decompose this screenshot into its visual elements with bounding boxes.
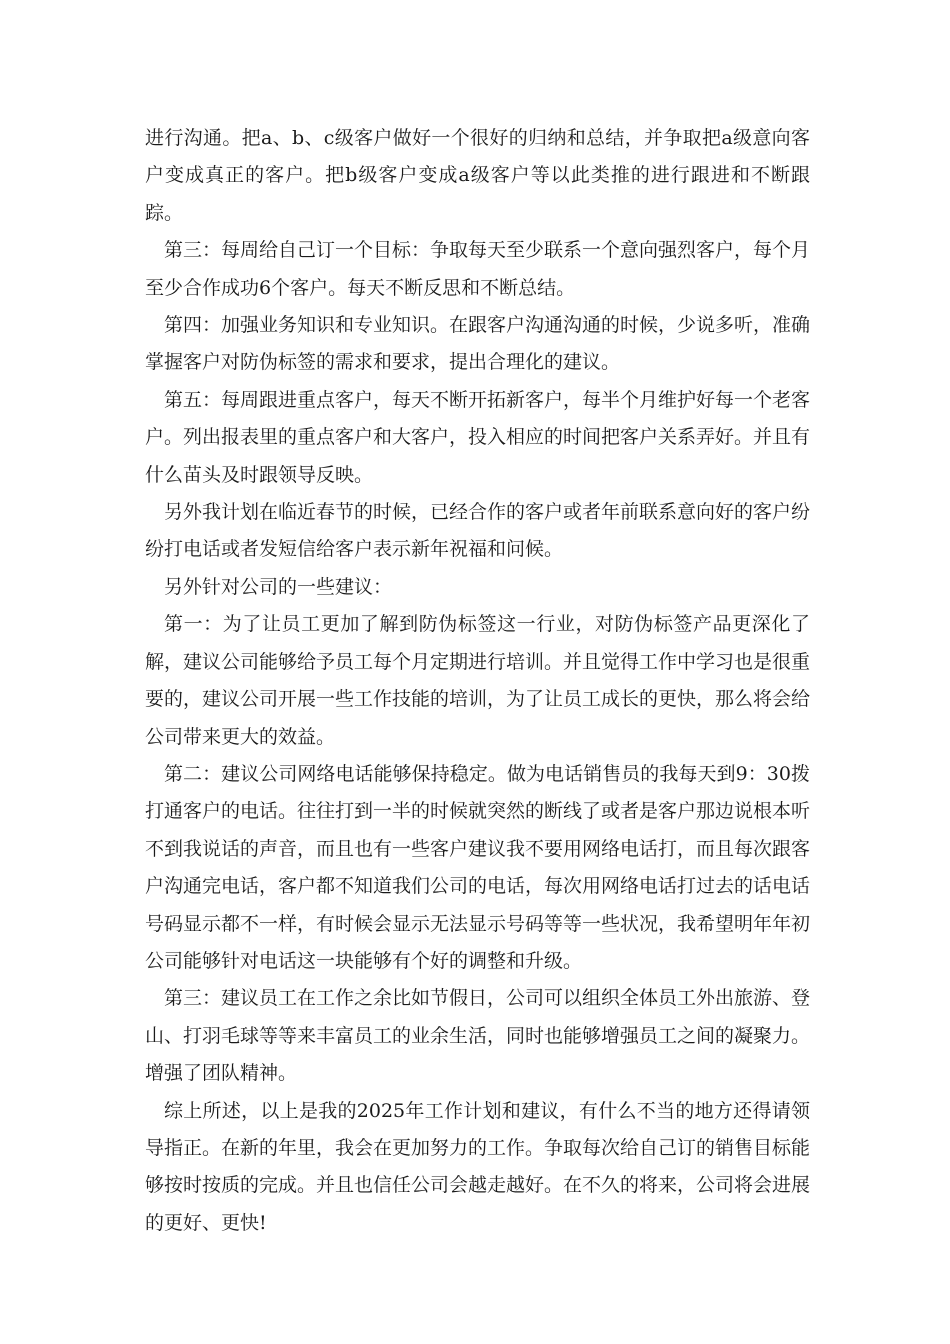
paragraph-fifth-key-clients: 第五：每周跟进重点客户，每天不断开拓新客户，每半个月维护好每一个老客户。列出报表里的重点客户和大客户，投入相应的时间把客户关系弄好。并且有什么苗头及时跟领导反映。 <box>145 388 811 486</box>
paragraph-conclusion: 综上所述，以上是我的2025年工作计划和建议，有什么不当的地方还得请领导指正。在新的年里，我会在更加努力的工作。争取每次给自己订的销售目标能够按时按质的完成。并且也信任公司会越走越好。在不久的将来，公司将会进展的更好、更快! <box>145 1099 811 1234</box>
paragraph-third-goal: 第三：每周给自己订一个目标：争取每天至少联系一个意向强烈客户，每个月至少合作成功6个客户。每天不断反思和不断总结。 <box>145 239 811 299</box>
paragraph-suggestion-activities: 第三：建议员工在工作之余比如节假日，公司可以组织全体员工外出旅游、登山、打羽毛球等等来丰富员工的业余生活，同时也能够增强员工之间的凝聚力。增强了团队精神。 <box>145 987 811 1085</box>
paragraph-suggestions-heading: 另外针对公司的一些建议： <box>164 575 393 598</box>
paragraph-spring-festival: 另外我计划在临近春节的时候，已经合作的客户或者年前联系意向好的客户纷纷打电话或者发短信给客户表示新年祝福和问候。 <box>145 501 811 561</box>
paragraph-continuation: 进行沟通。把a、b、c级客户做好一个很好的归纳和总结，并争取把a级意向客户变成真正的客户。把b级客户变成a级客户等以此类推的进行跟进和不断跟踪。 <box>145 127 810 224</box>
paragraph-fourth-knowledge: 第四：加强业务知识和专业知识。在跟客户沟通沟通的时候，少说多听，准确掌握客户对防伪标签的需求和要求，提出合理化的建议。 <box>145 314 811 374</box>
paragraph-suggestion-phone: 第二：建议公司网络电话能够保持稳定。做为电话销售员的我每天到9：30拨打通客户的电话。往往打到一半的时候就突然的断线了或者是客户那边说根本听不到我说话的声音，而且也有一些客户建议我不要用网络电话打，而且每次跟客户沟通完电话，客户都不知道我们公司的电话，每次用网络电话打过去的话电话号码显示都不一样，有时候会显示无法显示号码等等一些状况，我希望明年年初公司能够针对电话这一块能够有个好的调整和升级。 <box>145 762 811 972</box>
paragraph-suggestion-training: 第一：为了让员工更加了解到防伪标签这一行业，对防伪标签产品更深化了解，建议公司能够给予员工每个月定期进行培训。并且觉得工作中学习也是很重要的，建议公司开展一些工作技能的培训，为了让员工成长的更快，那么将会给公司带来更大的效益。 <box>145 613 811 748</box>
document-body <box>145 120 810 1242</box>
